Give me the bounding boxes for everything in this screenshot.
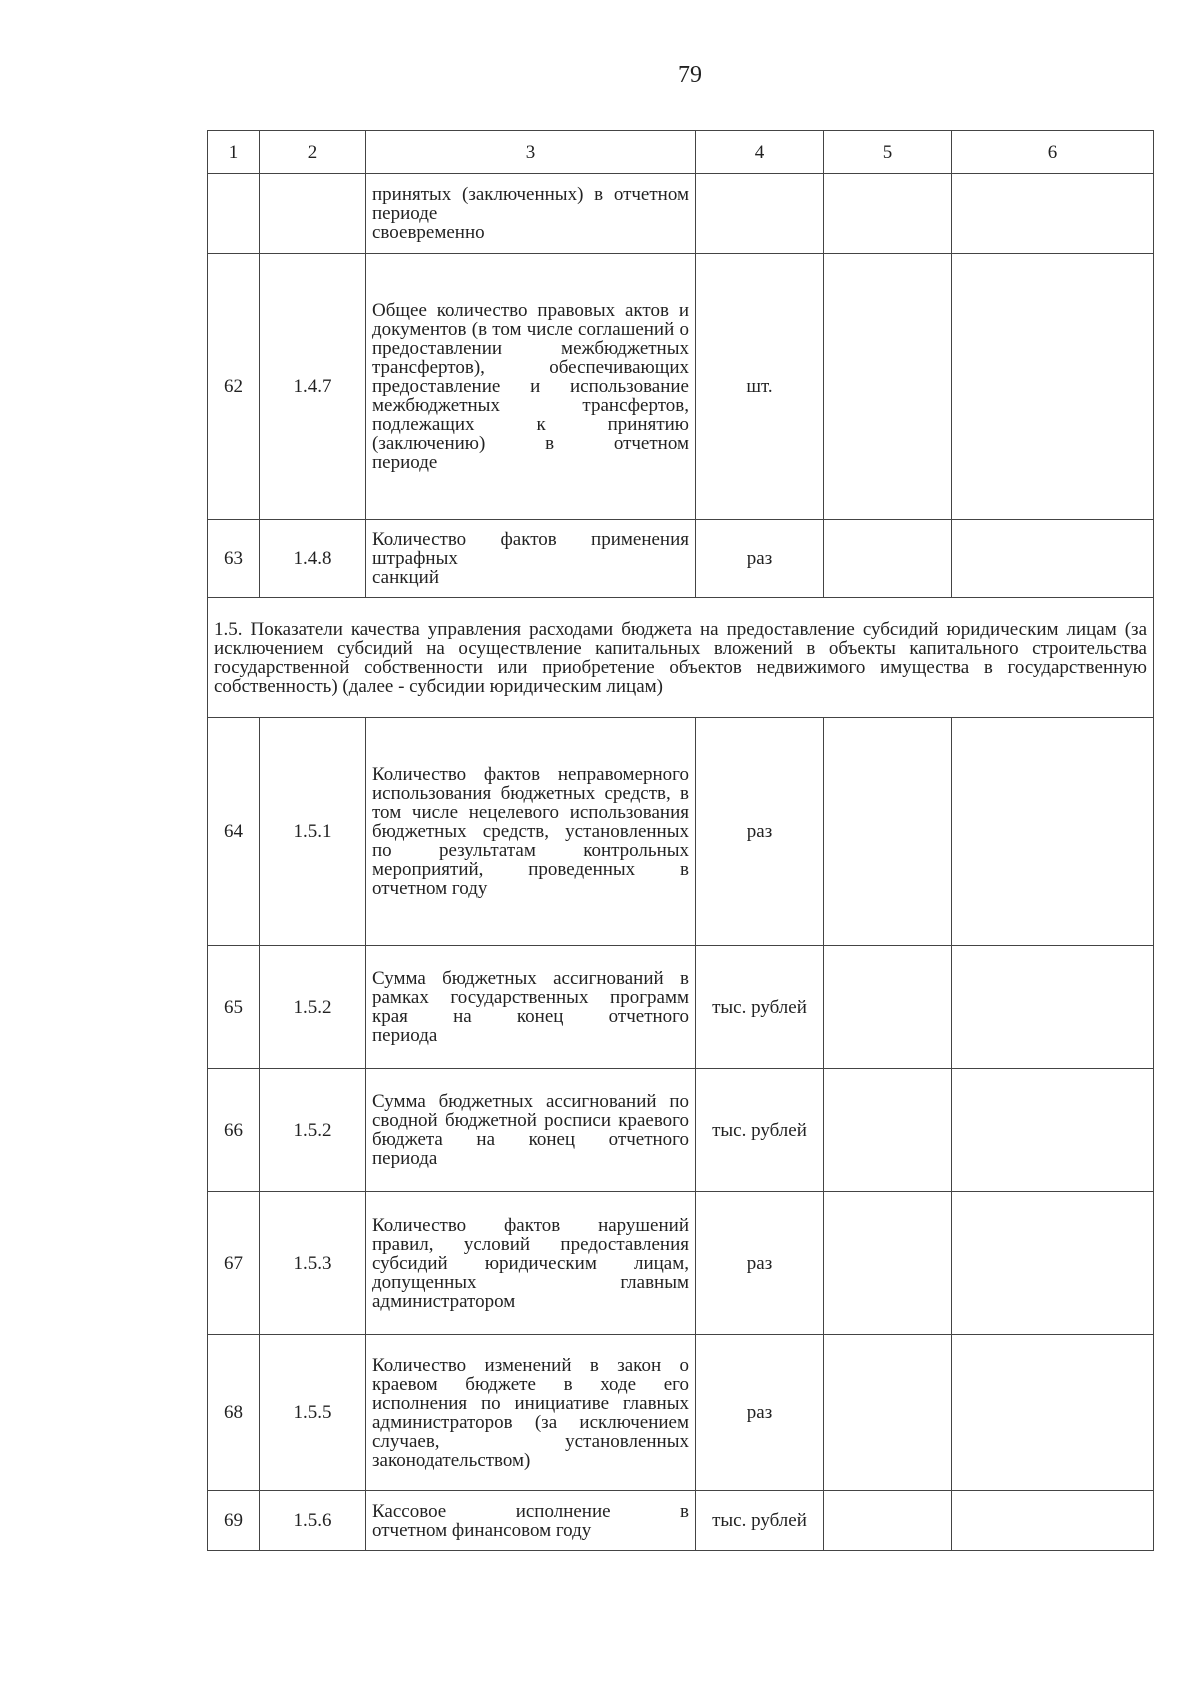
unit-cell: тыс. рублей [696,1069,824,1192]
value-cell [824,174,952,254]
indicator-code: 1.5.5 [260,1335,366,1491]
value-cell [824,254,952,520]
unit-cell: раз [696,1192,824,1335]
section-heading: 1.5. Показатели качества управления расходами бюджета на предоставление субсидий юридическим лицам (за исключением субсидий на осуществление капитальных вложений в объекты капитального строительства государственной собственности или приобретение объектов недвижимого имущества в государственную собственность) (далее - субсидии юридическим лицам) [208,598,1154,718]
indicator-code: 1.4.7 [260,254,366,520]
table-row [208,946,1154,1069]
page-number: 79 [678,62,702,88]
value-cell [824,718,952,946]
row-number: 63 [208,520,260,598]
indicator-description: Сумма бюджетных ассигнований по сводной бюджетной росписи краевого бюджета на конец отчетного периода [366,1069,696,1192]
table-row [208,1069,1154,1192]
table-row [208,254,1154,520]
indicator-code: 1.5.3 [260,1192,366,1335]
indicator-code: 1.5.6 [260,1491,366,1551]
row-number: 62 [208,254,260,520]
indicator-description: Сумма бюджетных ассигнований в рамках государственных программ края на конец отчетного периода [366,946,696,1069]
value-cell [952,520,1154,598]
value-cell [824,520,952,598]
column-header: 3 [366,131,696,174]
row-number: 67 [208,1192,260,1335]
unit-cell [696,174,824,254]
unit-cell: тыс. рублей [696,1491,824,1551]
column-header: 2 [260,131,366,174]
column-header: 6 [952,131,1154,174]
column-header: 4 [696,131,824,174]
row-number [208,174,260,254]
row-number: 69 [208,1491,260,1551]
column-header: 5 [824,131,952,174]
value-cell [952,1192,1154,1335]
value-cell [824,1491,952,1551]
table-row [208,1192,1154,1335]
unit-cell: шт. [696,254,824,520]
indicator-code: 1.5.1 [260,718,366,946]
table-row [208,1335,1154,1491]
unit-cell: тыс. рублей [696,946,824,1069]
indicator-description: Количество фактов нарушений правил, условий предоставления субсидий юридическим лицам, допущенных главным администратором [366,1192,696,1335]
row-number: 64 [208,718,260,946]
value-cell [952,174,1154,254]
indicator-description: Кассовое исполнение в отчетном финансовом году [366,1491,696,1551]
row-number: 66 [208,1069,260,1192]
value-cell [952,718,1154,946]
value-cell [952,1335,1154,1491]
indicator-description: Количество изменений в закон о краевом бюджете в ходе его исполнения по инициативе главных администраторов (за исключением случаев, установленных законодательством) [366,1335,696,1491]
value-cell [824,1335,952,1491]
table-row [208,520,1154,598]
unit-cell: раз [696,718,824,946]
value-cell [952,946,1154,1069]
indicator-code: 1.5.2 [260,1069,366,1192]
indicator-code: 1.5.2 [260,946,366,1069]
unit-cell: раз [696,1335,824,1491]
indicator-code: 1.4.8 [260,520,366,598]
unit-cell: раз [696,520,824,598]
row-number: 65 [208,946,260,1069]
section-row [208,598,1154,718]
indicator-code [260,174,366,254]
value-cell [952,1069,1154,1192]
column-header: 1 [208,131,260,174]
row-number: 68 [208,1335,260,1491]
indicator-description: Количество фактов неправомерного использования бюджетных средств, в том числе нецелевого использования бюджетных средств, установленных по результатам контрольных мероприятий, проведенных в отчетном году [366,718,696,946]
value-cell [952,254,1154,520]
indicator-description: Количество фактов применения штрафных санкций [366,520,696,598]
table-row [208,174,1154,254]
table-row [208,1491,1154,1551]
indicator-description: принятых (заключенных) в отчетном периоде своевременно [366,174,696,254]
column-header-row [208,131,1154,174]
indicators-table [207,130,1154,1551]
value-cell [824,1069,952,1192]
value-cell [824,1192,952,1335]
value-cell [824,946,952,1069]
table-row [208,718,1154,946]
indicator-description: Общее количество правовых актов и документов (в том числе соглашений о предоставлении межбюджетных трансфертов), обеспечивающих предоставление и использование межбюджетных трансфертов, подлежащих к принятию (заключению) в отчетном периоде [366,254,696,520]
value-cell [952,1491,1154,1551]
